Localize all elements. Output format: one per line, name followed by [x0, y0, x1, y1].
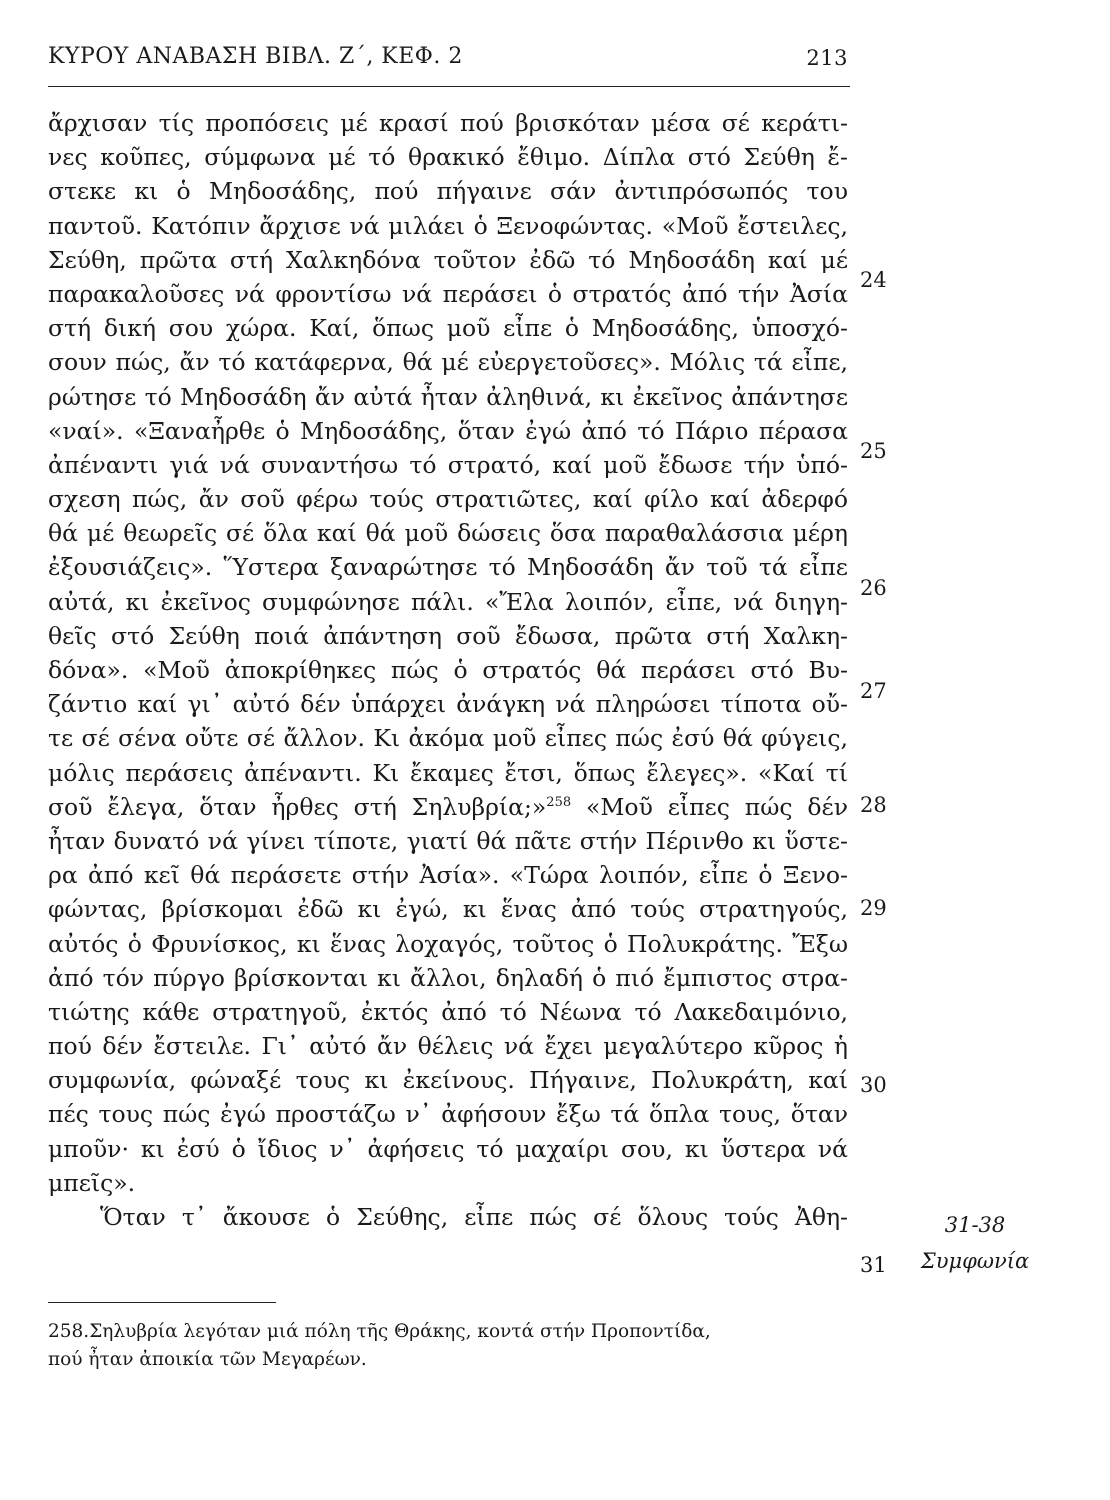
footnote-line: πού ἦταν ἀποικία τῶν Μεγαρέων. — [48, 1349, 367, 1370]
text-line: ἀπέναντι γιά νά συναντήσω τό στρατό, καί μοῦ ἔδωσε τήν ὑπό- — [48, 450, 848, 479]
section-number: 31 — [860, 1253, 887, 1277]
text-line: Ὅταν τ᾽ ἄκουσε ὁ Σεύθης, εἶπε πώς σέ ὅλους τούς Ἀθη- — [100, 1203, 848, 1231]
page-number: 213 — [806, 46, 848, 70]
header-rule — [48, 86, 850, 87]
text-line: ρα ἀπό κεῖ θά περάσετε στήν Ἀσία». «Τώρα λοιπόν, εἶπε ὁ Ξενο- — [48, 861, 848, 890]
text-line: πές τους πώς ἐγώ προστάζω ν᾽ ἀφήσουν ἔξω τά ὅπλα τους, ὅταν — [48, 1100, 848, 1129]
text-line: νες κοῦπες, σύμφωνα μέ τό θρακικό ἔθιμο. Δίπλα στό Σεύθη ἔ- — [48, 143, 848, 172]
running-head — [48, 44, 848, 80]
main-text — [48, 106, 848, 1234]
text-line: σοῦ ἔλεγα, ὅταν ἦρθες στή Σηλυβρία;»$^{258}$ «Μοῦ εἶπες πώς δέν — [48, 792, 848, 821]
text-line: τε σέ σένα οὔτε σέ ἄλλον. Κι ἀκόμα μοῦ εἶπες πώς ἐσύ θά φύγεις, — [48, 724, 848, 753]
text-line: πού δέν ἔστειλε. Γι᾽ αὐτό ἄν θέλεις νά ἔχει μεγαλύτερο κῦρος ἡ — [48, 1032, 848, 1061]
footnote-ref: 258 — [546, 794, 572, 810]
text-line: μποῦν· κι ἐσύ ὁ ἴδιος ν᾽ ἀφήσεις τό μαχαίρι σου, κι ὕστερα νά — [48, 1134, 848, 1163]
text-line: σουν πώς, ἄν τό κατάφερνα, θά μέ εὐεργετοῦσες». Μόλις τά εἶπε, — [48, 348, 848, 377]
footnote — [48, 1318, 868, 1374]
text-line: παντοῦ. Κατόπιν ἄρχισε νά μιλάει ὁ Ξενοφώντας. «Μοῦ ἔστειλες, — [48, 211, 848, 240]
section-number: 24 — [860, 268, 887, 292]
text-line: φώντας, βρίσκομαι ἐδῶ κι ἐγώ, κι ἕνας ἀπό τούς στρατηγούς, — [48, 895, 848, 924]
text-line: θά μέ θεωρεῖς σέ ὅλα καί θά μοῦ δώσεις ὅσα παραθαλάσσια μέρη — [48, 519, 848, 548]
text-line: Σεύθη, πρῶτα στή Χαλκηδόνα τοῦτον ἐδῶ τό Μηδοσάδη καί μέ — [48, 245, 848, 274]
section-number: 30 — [860, 1073, 887, 1097]
text-line: δόνα». «Μοῦ ἀποκρίθηκες πώς ὁ στρατός θά περάσει στό Βυ- — [48, 656, 848, 684]
text-line: σχεση πώς, ἄν σοῦ φέρω τούς στρατιῶτες, καί φίλο καί ἀδερφό — [48, 485, 848, 514]
footnote-rule — [48, 1302, 276, 1303]
text-line: συμφωνία, φώναξέ τους κι ἐκείνους. Πήγαινε, Πολυκράτη, καί — [48, 1066, 848, 1095]
section-number: 29 — [860, 896, 887, 920]
text-line: ἦταν δυνατό νά γίνει τίποτε, γιατί θά πᾶτε στήν Πέρινθο κι ὕστε- — [48, 826, 848, 855]
text-line: παρακαλοῦσες νά φροντίσω νά περάσει ὁ στρατός ἀπό τήν Ἀσία — [48, 279, 848, 308]
text-line: μπεῖς». — [48, 1168, 136, 1197]
text-line: μόλις περάσεις ἀπέναντι. Κι ἔκαμες ἔτσι, ὅπως ἔλεγες». «Καί τί — [48, 758, 848, 787]
side-note-label: Συμφωνία — [920, 1249, 1030, 1273]
section-number: 28 — [860, 793, 887, 817]
text-line: «ναί». «Ξαναἦρθε ὁ Μηδοσάδης, ὅταν ἐγώ ἀπό τό Πάριο πέρασα — [48, 416, 848, 445]
text-line: αὐτός ὁ Φρυνίσκος, κι ἕνας λοχαγός, τοῦτος ὁ Πολυκράτης. Ἔξω — [48, 929, 848, 958]
footnote-line: 258.Σηλυβρία λεγόταν μιά πόλη τῆς Θράκης, κοντά στήν Προποντίδα, — [48, 1321, 711, 1342]
text-line: αὐτά, κι ἐκεῖνος συμφώνησε πάλι. «Ἔλα λοιπόν, εἶπε, νά διηγη- — [48, 587, 848, 616]
running-title: ΚΥΡΟΥ ΑΝΑΒΑΣΗ ΒΙΒΛ. Ζ΄, ΚΕΦ. 2 — [48, 44, 463, 69]
section-number: 27 — [860, 679, 887, 703]
side-note-range: 31-38 — [944, 1213, 1006, 1237]
text-line: ἐξουσιάζεις». Ὕστερα ξαναρώτησε τό Μηδοσάδη ἄν τοῦ τά εἶπε — [48, 553, 848, 582]
text-line: τιώτης κάθε στρατηγοῦ, ἐκτός ἀπό τό Νέωνα τό Λακεδαιμόνιο, — [48, 997, 848, 1026]
text-line: θεῖς στό Σεύθη ποιά ἀπάντηση σοῦ ἔδωσα, πρῶτα στή Χαλκη- — [48, 621, 848, 650]
text-line: ἀπό τόν πύργο βρίσκονται κι ἄλλοι, δηλαδή ὁ πιό ἔμπιστος στρα- — [48, 963, 848, 992]
section-number: 26 — [860, 576, 887, 600]
text-line: ρώτησε τό Μηδοσάδη ἄν αὐτά ἦταν ἀληθινά, κι ἐκεῖνος ἀπάντησε — [48, 382, 848, 411]
section-number: 25 — [860, 439, 887, 463]
text-line: ἄρχισαν τίς προπόσεις μέ κρασί πού βρισκόταν μέσα σέ κεράτι- — [48, 109, 848, 137]
text-line: ζάντιο καί γι᾽ αὐτό δέν ὑπάρχει ἀνάγκη νά πληρώσει τίποτα οὔ- — [48, 690, 848, 719]
text-line: στή δική σου χώρα. Καί, ὅπως μοῦ εἶπε ὁ Μηδοσάδης, ὑποσχό- — [48, 314, 848, 343]
text-line: στεκε κι ὁ Μηδοσάδης, πού πήγαινε σάν ἀντιπρόσωπός του — [48, 177, 848, 206]
